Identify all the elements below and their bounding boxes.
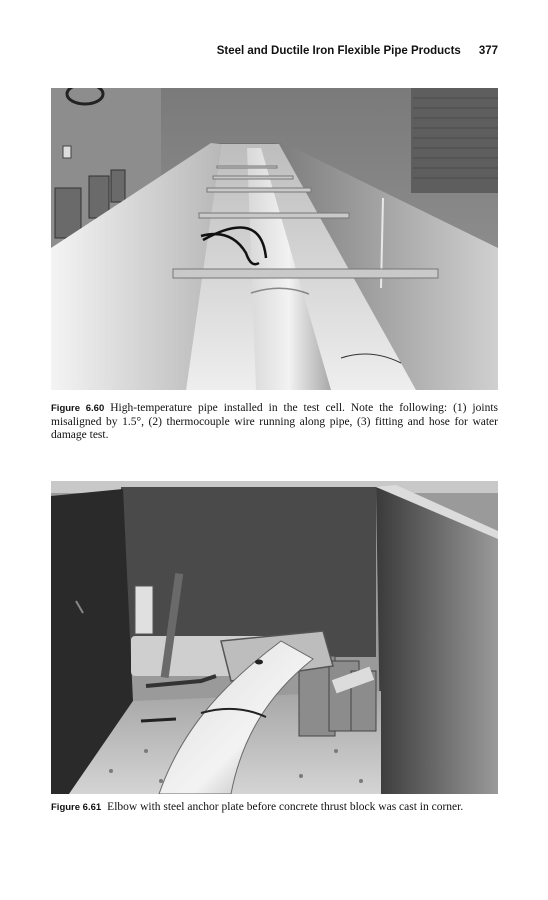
page-number: 377 [478, 45, 498, 57]
figure-6-61-photo [51, 481, 498, 794]
figure-6-60-photo [51, 88, 498, 390]
figure-6-61-caption [51, 801, 498, 815]
caption-text: High-temperature pipe installed in the test cell. Note the following: (1) joints misaligned by 1.5°, (2) thermocouple wire running along pipe, (3) fitting and hose for water damage test. [51, 402, 498, 441]
running-head [50, 45, 498, 57]
figure-6-60-caption [51, 402, 498, 443]
figure-label: Figure 6.61 [51, 802, 102, 813]
running-title: Steel and Ductile Iron Flexible Pipe Products [216, 45, 461, 57]
figure-label: Figure 6.60 [51, 403, 105, 414]
caption-text: Elbow with steel anchor plate before concrete thrust block was cast in corner. [107, 801, 464, 813]
